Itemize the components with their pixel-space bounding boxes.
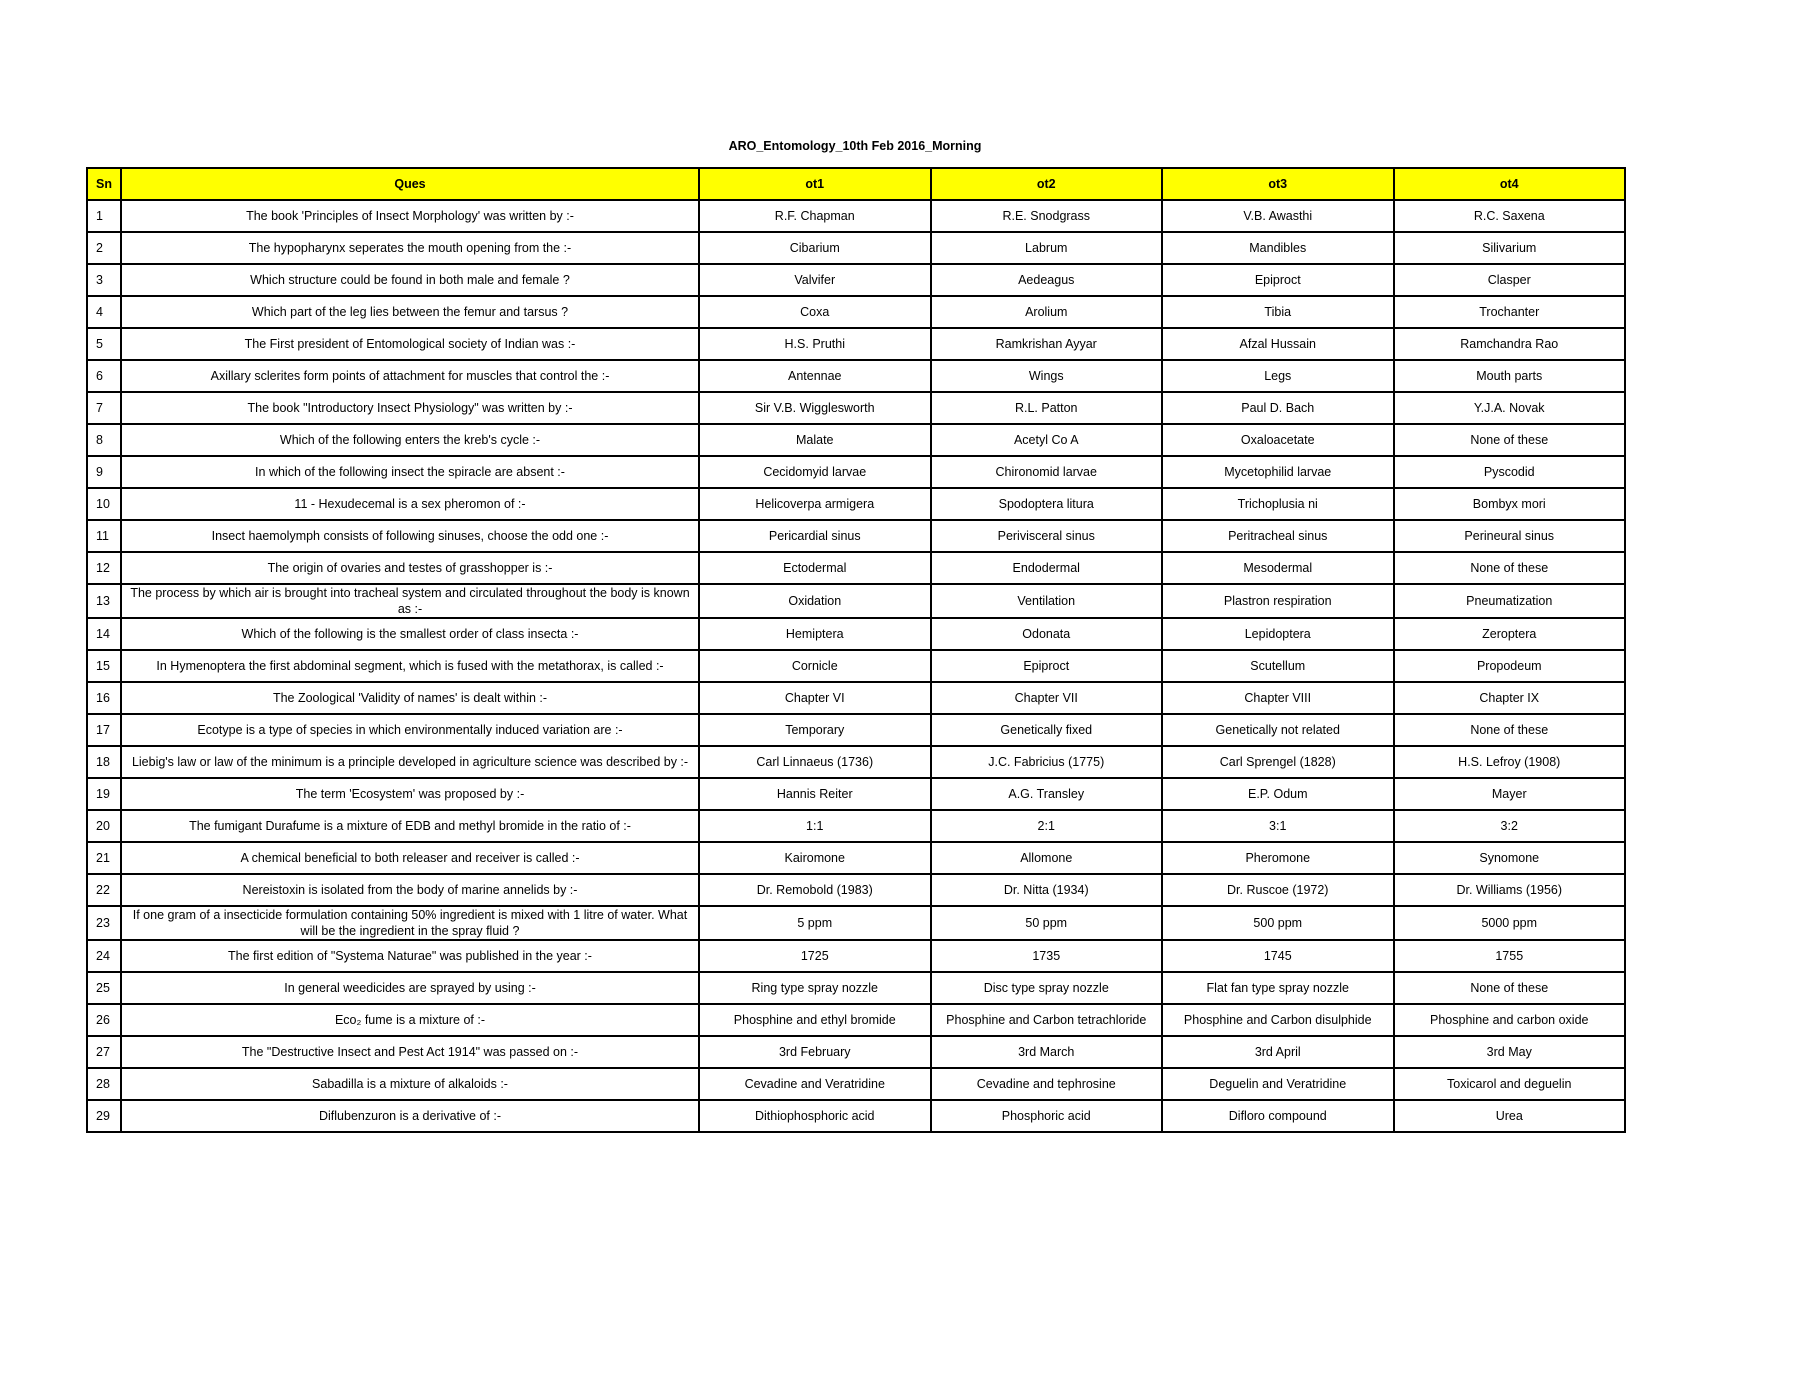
table-row — [87, 1068, 1625, 1100]
cell-ot3: E.P. Odum — [1162, 778, 1394, 810]
cell-ot3: Pheromone — [1162, 842, 1394, 874]
cell-ot4: Pneumatization — [1394, 584, 1626, 618]
cell-ot1: Malate — [699, 424, 931, 456]
cell-ot4: Urea — [1394, 1100, 1626, 1132]
cell-ot3: 3rd April — [1162, 1036, 1394, 1068]
cell-ot4: Phosphine and carbon oxide — [1394, 1004, 1626, 1036]
cell-ot3: Carl Sprengel (1828) — [1162, 746, 1394, 778]
cell-ot3: Epiproct — [1162, 264, 1394, 296]
cell-sn: 1 — [87, 200, 121, 232]
cell-ques: Nereistoxin is isolated from the body of marine annelids by :- — [121, 874, 699, 906]
cell-ot1: Carl Linnaeus (1736) — [699, 746, 931, 778]
table-row — [87, 520, 1625, 552]
cell-sn: 21 — [87, 842, 121, 874]
cell-ot2: Disc type spray nozzle — [931, 972, 1163, 1004]
cell-ques: The origin of ovaries and testes of grasshopper is :- — [121, 552, 699, 584]
cell-ques: Insect haemolymph consists of following sinuses, choose the odd one :- — [121, 520, 699, 552]
cell-sn: 7 — [87, 392, 121, 424]
cell-ot3: Mesodermal — [1162, 552, 1394, 584]
cell-ot3: V.B. Awasthi — [1162, 200, 1394, 232]
cell-sn: 13 — [87, 584, 121, 618]
cell-ot3: Tibia — [1162, 296, 1394, 328]
cell-ot2: Ramkrishan Ayyar — [931, 328, 1163, 360]
table-row — [87, 842, 1625, 874]
cell-ot1: Helicoverpa armigera — [699, 488, 931, 520]
cell-ques: The book 'Principles of Insect Morphology' was written by :- — [121, 200, 699, 232]
cell-sn: 5 — [87, 328, 121, 360]
cell-ot1: Cevadine and Veratridine — [699, 1068, 931, 1100]
table-row — [87, 650, 1625, 682]
cell-ot1: Dr. Remobold (1983) — [699, 874, 931, 906]
cell-ot4: 1755 — [1394, 940, 1626, 972]
cell-ot1: Sir V.B. Wigglesworth — [699, 392, 931, 424]
cell-ot2: Genetically fixed — [931, 714, 1163, 746]
table-row — [87, 778, 1625, 810]
cell-ot4: Zeroptera — [1394, 618, 1626, 650]
cell-ot1: Cornicle — [699, 650, 931, 682]
cell-ques: 11 - Hexudecemal is a sex pheromon of :- — [121, 488, 699, 520]
cell-ot1: 1725 — [699, 940, 931, 972]
cell-sn: 20 — [87, 810, 121, 842]
cell-ot3: 1745 — [1162, 940, 1394, 972]
cell-ot2: 3rd March — [931, 1036, 1163, 1068]
cell-ot2: Perivisceral sinus — [931, 520, 1163, 552]
cell-sn: 29 — [87, 1100, 121, 1132]
cell-ot4: Chapter IX — [1394, 682, 1626, 714]
cell-ot2: R.L. Patton — [931, 392, 1163, 424]
cell-ot4: Mouth parts — [1394, 360, 1626, 392]
cell-sn: 4 — [87, 296, 121, 328]
cell-ot3: Paul D. Bach — [1162, 392, 1394, 424]
cell-ot4: Mayer — [1394, 778, 1626, 810]
cell-ot1: Dithiophosphoric acid — [699, 1100, 931, 1132]
cell-sn: 19 — [87, 778, 121, 810]
cell-ques: Diflubenzuron is a derivative of :- — [121, 1100, 699, 1132]
table-row — [87, 1004, 1625, 1036]
cell-ot1: Cibarium — [699, 232, 931, 264]
cell-ot4: Propodeum — [1394, 650, 1626, 682]
cell-ot1: Hemiptera — [699, 618, 931, 650]
cell-sn: 25 — [87, 972, 121, 1004]
table-row — [87, 972, 1625, 1004]
cell-ot4: Y.J.A. Novak — [1394, 392, 1626, 424]
cell-ot3: 500 ppm — [1162, 906, 1394, 940]
cell-ques: Which of the following enters the kreb's cycle :- — [121, 424, 699, 456]
cell-ot1: Kairomone — [699, 842, 931, 874]
cell-ot3: Scutellum — [1162, 650, 1394, 682]
cell-ot1: Cecidomyid larvae — [699, 456, 931, 488]
cell-ot1: Phosphine and ethyl bromide — [699, 1004, 931, 1036]
table-row — [87, 1036, 1625, 1068]
table-row — [87, 810, 1625, 842]
cell-ot4: Trochanter — [1394, 296, 1626, 328]
cell-ot2: Arolium — [931, 296, 1163, 328]
cell-ot1: R.F. Chapman — [699, 200, 931, 232]
table-row — [87, 296, 1625, 328]
cell-ot2: A.G. Transley — [931, 778, 1163, 810]
cell-ot3: Trichoplusia ni — [1162, 488, 1394, 520]
cell-ot2: Phosphine and Carbon tetrachloride — [931, 1004, 1163, 1036]
cell-ques: Which structure could be found in both male and female ? — [121, 264, 699, 296]
cell-sn: 16 — [87, 682, 121, 714]
cell-ques: The hypopharynx seperates the mouth opening from the :- — [121, 232, 699, 264]
cell-ot4: None of these — [1394, 424, 1626, 456]
cell-sn: 22 — [87, 874, 121, 906]
cell-ot4: Pyscodid — [1394, 456, 1626, 488]
cell-ot4: 5000 ppm — [1394, 906, 1626, 940]
table-row — [87, 328, 1625, 360]
cell-ot3: Genetically not related — [1162, 714, 1394, 746]
cell-ques: In which of the following insect the spiracle are absent :- — [121, 456, 699, 488]
cell-ot4: Synomone — [1394, 842, 1626, 874]
cell-ques: The Zoological 'Validity of names' is dealt within :- — [121, 682, 699, 714]
cell-sn: 18 — [87, 746, 121, 778]
table-row — [87, 488, 1625, 520]
header-ques: Ques — [121, 168, 699, 200]
cell-ot1: Chapter VI — [699, 682, 931, 714]
cell-ot2: J.C. Fabricius (1775) — [931, 746, 1163, 778]
cell-ot2: Chironomid larvae — [931, 456, 1163, 488]
cell-ot1: 5 ppm — [699, 906, 931, 940]
cell-ques: In Hymenoptera the first abdominal segment, which is fused with the metathorax, is called :- — [121, 650, 699, 682]
cell-sn: 3 — [87, 264, 121, 296]
cell-ques: The fumigant Durafume is a mixture of EDB and methyl bromide in the ratio of :- — [121, 810, 699, 842]
table-row — [87, 1100, 1625, 1132]
cell-ot4: Toxicarol and deguelin — [1394, 1068, 1626, 1100]
cell-ot3: Mycetophilid larvae — [1162, 456, 1394, 488]
table-row — [87, 232, 1625, 264]
cell-ot1: Temporary — [699, 714, 931, 746]
cell-ot3: Dr. Ruscoe (1972) — [1162, 874, 1394, 906]
cell-sn: 27 — [87, 1036, 121, 1068]
cell-ot1: 3rd February — [699, 1036, 931, 1068]
cell-ot3: Peritracheal sinus — [1162, 520, 1394, 552]
cell-ot3: Difloro compound — [1162, 1100, 1394, 1132]
cell-ot4: Clasper — [1394, 264, 1626, 296]
table-row — [87, 906, 1625, 940]
cell-ot1: Coxa — [699, 296, 931, 328]
table-row — [87, 552, 1625, 584]
cell-ques: Axillary sclerites form points of attachment for muscles that control the :- — [121, 360, 699, 392]
cell-ot1: Ring type spray nozzle — [699, 972, 931, 1004]
cell-ques: The term 'Ecosystem' was proposed by :- — [121, 778, 699, 810]
cell-ot1: Valvifer — [699, 264, 931, 296]
header-ot1: ot1 — [699, 168, 931, 200]
cell-ot3: Oxaloacetate — [1162, 424, 1394, 456]
cell-ot2: 2:1 — [931, 810, 1163, 842]
header-ot2: ot2 — [931, 168, 1163, 200]
cell-ques: The first edition of "Systema Naturae" was published in the year :- — [121, 940, 699, 972]
cell-ot4: 3rd May — [1394, 1036, 1626, 1068]
cell-ot4: Bombyx mori — [1394, 488, 1626, 520]
table-row — [87, 264, 1625, 296]
cell-ot2: Endodermal — [931, 552, 1163, 584]
cell-ques: Ecotype is a type of species in which environmentally induced variation are :- — [121, 714, 699, 746]
cell-ot2: 50 ppm — [931, 906, 1163, 940]
cell-sn: 8 — [87, 424, 121, 456]
cell-ot3: Plastron respiration — [1162, 584, 1394, 618]
table-row — [87, 360, 1625, 392]
cell-sn: 26 — [87, 1004, 121, 1036]
cell-ot3: 3:1 — [1162, 810, 1394, 842]
table-row — [87, 746, 1625, 778]
cell-ot1: Pericardial sinus — [699, 520, 931, 552]
cell-ot2: Epiproct — [931, 650, 1163, 682]
cell-sn: 23 — [87, 906, 121, 940]
cell-ot4: None of these — [1394, 714, 1626, 746]
cell-ques: Liebig's law or law of the minimum is a principle developed in agriculture science was described by :- — [121, 746, 699, 778]
cell-ot4: None of these — [1394, 552, 1626, 584]
cell-ot3: Afzal Hussain — [1162, 328, 1394, 360]
cell-ot4: 3:2 — [1394, 810, 1626, 842]
cell-sn: 15 — [87, 650, 121, 682]
cell-ot2: Allomone — [931, 842, 1163, 874]
cell-ot4: Silivarium — [1394, 232, 1626, 264]
cell-ques: The "Destructive Insect and Pest Act 1914" was passed on :- — [121, 1036, 699, 1068]
cell-ot2: Cevadine and tephrosine — [931, 1068, 1163, 1100]
cell-ques: Which of the following is the smallest order of class insecta :- — [121, 618, 699, 650]
cell-ques: Sabadilla is a mixture of alkaloids :- — [121, 1068, 699, 1100]
cell-sn: 17 — [87, 714, 121, 746]
cell-sn: 10 — [87, 488, 121, 520]
header-row — [87, 168, 1625, 200]
cell-ques: If one gram of a insecticide formulation containing 50% ingredient is mixed with 1 litre of water. What will be the ingredient in the spray fluid ? — [121, 906, 699, 940]
cell-ques: In general weedicides are sprayed by using :- — [121, 972, 699, 1004]
cell-ot2: Aedeagus — [931, 264, 1163, 296]
cell-sn: 11 — [87, 520, 121, 552]
cell-ot1: 1:1 — [699, 810, 931, 842]
cell-ot2: Phosphoric acid — [931, 1100, 1163, 1132]
cell-ot3: Lepidoptera — [1162, 618, 1394, 650]
cell-ot2: Spodoptera litura — [931, 488, 1163, 520]
question-table — [86, 167, 1626, 1133]
cell-sn: 6 — [87, 360, 121, 392]
table-row — [87, 456, 1625, 488]
table-row — [87, 714, 1625, 746]
cell-sn: 2 — [87, 232, 121, 264]
cell-ot3: Flat fan type spray nozzle — [1162, 972, 1394, 1004]
cell-ques: Eco₂ fume is a mixture of :- — [121, 1004, 699, 1036]
cell-ot3: Legs — [1162, 360, 1394, 392]
cell-ot2: Acetyl Co A — [931, 424, 1163, 456]
cell-sn: 12 — [87, 552, 121, 584]
cell-ot4: H.S. Lefroy (1908) — [1394, 746, 1626, 778]
cell-ot1: Ectodermal — [699, 552, 931, 584]
cell-ot2: 1735 — [931, 940, 1163, 972]
cell-ot2: Chapter VII — [931, 682, 1163, 714]
cell-ot2: Labrum — [931, 232, 1163, 264]
cell-ot4: Ramchandra Rao — [1394, 328, 1626, 360]
cell-ot4: None of these — [1394, 972, 1626, 1004]
cell-ques: The book "Introductory Insect Physiology" was written by :- — [121, 392, 699, 424]
table-row — [87, 618, 1625, 650]
cell-ot2: Dr. Nitta (1934) — [931, 874, 1163, 906]
table-row — [87, 424, 1625, 456]
header-ot4: ot4 — [1394, 168, 1626, 200]
cell-ques: A chemical beneficial to both releaser and receiver is called :- — [121, 842, 699, 874]
cell-ques: Which part of the leg lies between the femur and tarsus ? — [121, 296, 699, 328]
table-body — [87, 200, 1625, 1132]
cell-ot2: Wings — [931, 360, 1163, 392]
cell-ot2: Ventilation — [931, 584, 1163, 618]
cell-sn: 28 — [87, 1068, 121, 1100]
cell-ot1: Oxidation — [699, 584, 931, 618]
header-ot3: ot3 — [1162, 168, 1394, 200]
cell-ot4: R.C. Saxena — [1394, 200, 1626, 232]
cell-ques: The process by which air is brought into tracheal system and circulated throughout the body is known as :- — [121, 584, 699, 618]
cell-ot1: Antennae — [699, 360, 931, 392]
cell-sn: 14 — [87, 618, 121, 650]
document-title: ARO_Entomology_10th Feb 2016_Morning — [728, 139, 982, 153]
table-row — [87, 940, 1625, 972]
table-row — [87, 682, 1625, 714]
cell-sn: 24 — [87, 940, 121, 972]
cell-ot3: Mandibles — [1162, 232, 1394, 264]
cell-sn: 9 — [87, 456, 121, 488]
table-row — [87, 392, 1625, 424]
cell-ot3: Chapter VIII — [1162, 682, 1394, 714]
table-row — [87, 200, 1625, 232]
cell-ques: The First president of Entomological society of Indian was :- — [121, 328, 699, 360]
cell-ot1: H.S. Pruthi — [699, 328, 931, 360]
header-sn: Sn — [87, 168, 121, 200]
cell-ot3: Deguelin and Veratridine — [1162, 1068, 1394, 1100]
table-row — [87, 584, 1625, 618]
cell-ot1: Hannis Reiter — [699, 778, 931, 810]
table-row — [87, 874, 1625, 906]
cell-ot2: R.E. Snodgrass — [931, 200, 1163, 232]
cell-ot2: Odonata — [931, 618, 1163, 650]
cell-ot3: Phosphine and Carbon disulphide — [1162, 1004, 1394, 1036]
cell-ot4: Dr. Williams (1956) — [1394, 874, 1626, 906]
cell-ot4: Perineural sinus — [1394, 520, 1626, 552]
